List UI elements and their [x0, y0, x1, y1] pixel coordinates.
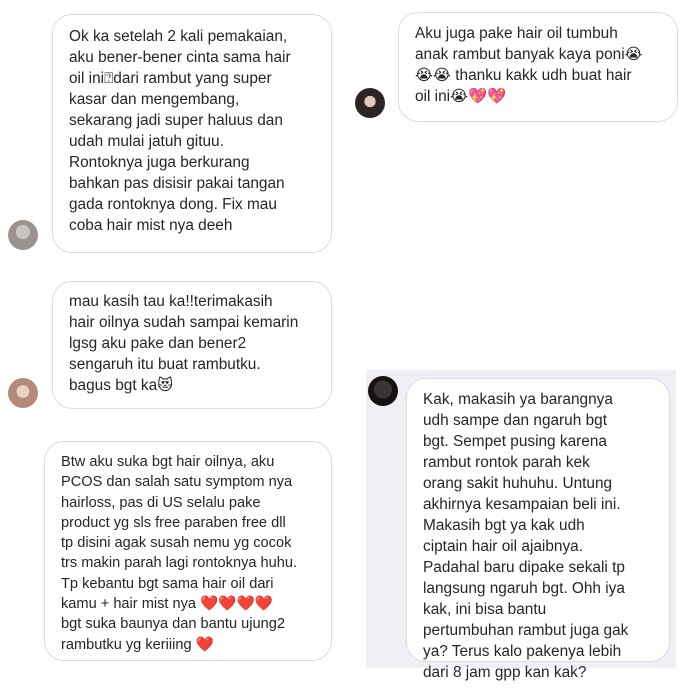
message-bubble: Btw aku suka bgt hair oilnya, aku PCOS dan salah satu symptom nya hairloss, pas di US selalu pake product yg sls free paraben free dll tp disini agak susah nemu yg cocok trs makin parah lagi rontoknya huhu. Tp kebantu bgt sama hair oil dari kamu + hair mist nya ❤️❤️❤️❤️ bgt suka baunya dan bantu ujung2 rambutku yg keriiing ❤️ [44, 441, 332, 661]
avatar[interactable] [368, 376, 398, 406]
message-bubble: Kak, makasih ya barangnya udh sampe dan ngaruh bgt bgt. Sempet pusing karena rambut rontok parah kek orang sakit huhuhu. Untung akhirnya kesampaian beli ini. Makasih bgt ya kak udh ciptain hair oil ajaibnya. Padahal baru dipake sekali tp langsung ngaruh bgt. Ohh iya kak, ini bisa bantu pertumbuhan rambut juga gak ya? Terus kalo pakenya lebih dari 8 jam gpp kan kak? [406, 378, 670, 662]
avatar[interactable] [355, 88, 385, 118]
avatar[interactable] [8, 378, 38, 408]
message-bubble: Aku juga pake hair oil tumbuh anak rambut banyak kaya poni😭 😭😭 thanku kakk udh buat hair oil ini😭💖💖 [398, 12, 678, 122]
message-bubble: Ok ka setelah 2 kali pemakaian, aku bener-bener cinta sama hair oil ini⍰dari rambut yang super kasar dan mengembang, sekarang jadi super haluus dan udah mulai jatuh gituu. Rontoknya juga berkurang bahkan pas disisir pakai tangan gada rontoknya dong. Fix mau coba hair mist nya deeh [52, 14, 332, 253]
message-bubble: mau kasih tau ka!!terimakasih hair oilnya sudah sampai kemarin lgsg aku pake dan bener2 sengaruh itu buat rambutku. bagus bgt ka😻 [52, 281, 332, 409]
avatar[interactable] [8, 220, 38, 250]
